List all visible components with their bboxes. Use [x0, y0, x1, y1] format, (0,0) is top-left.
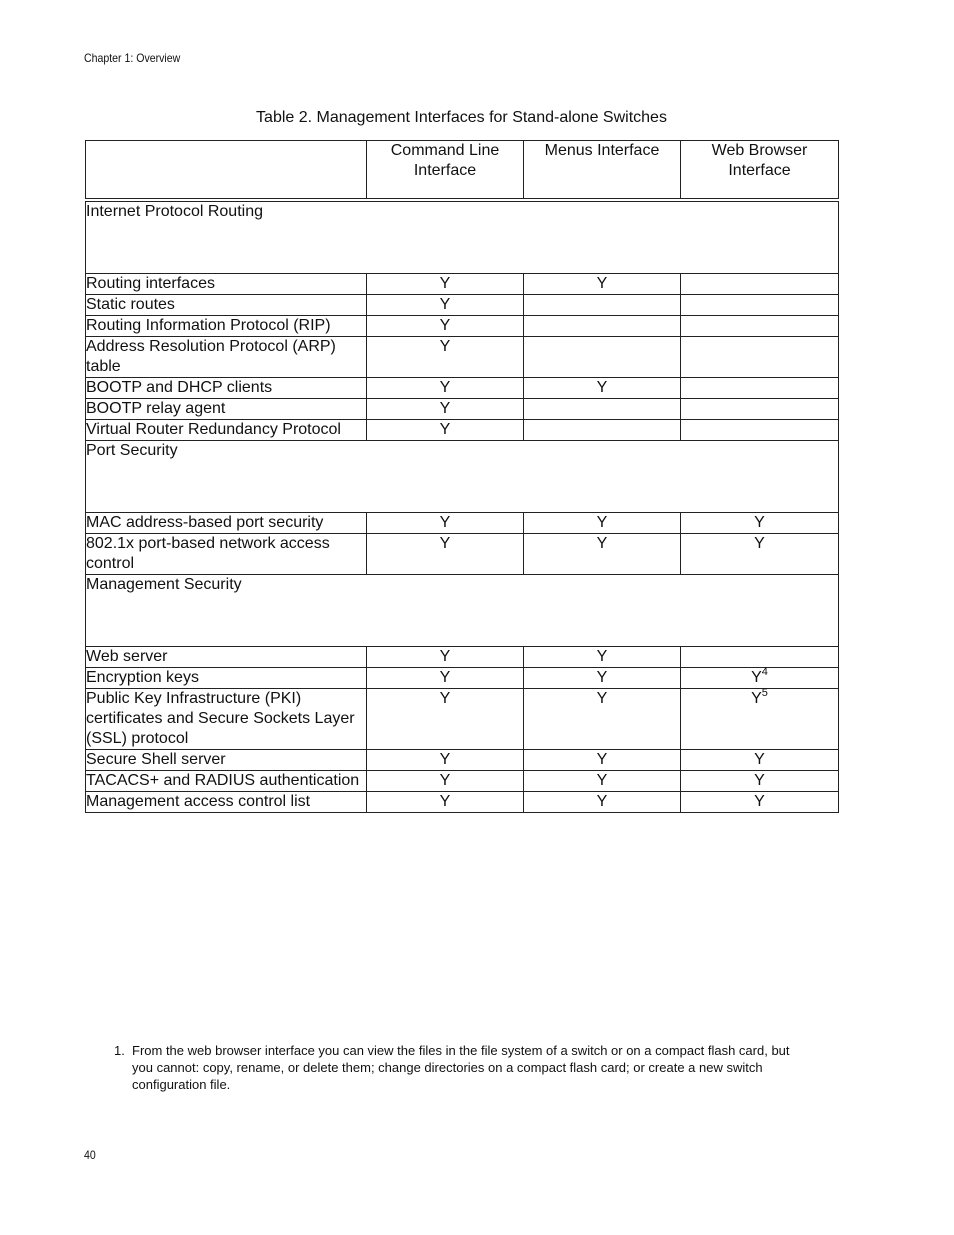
support-value: Y	[439, 535, 451, 552]
support-value: Y	[439, 648, 451, 665]
feature-cell: Web server	[86, 647, 367, 668]
web-cell	[681, 337, 839, 378]
support-value: Y	[596, 535, 608, 552]
support-value: Y	[439, 400, 451, 417]
web-cell	[681, 771, 839, 792]
support-value: Y	[596, 751, 608, 768]
section-heading: Port Security	[86, 441, 839, 513]
web-cell	[681, 513, 839, 534]
running-head: Chapter 1: Overview	[84, 51, 181, 65]
menus-cell	[524, 295, 681, 316]
web-cell	[681, 792, 839, 813]
feature-cell: 802.1x port-based network access control	[86, 534, 367, 575]
cli-cell	[367, 420, 524, 441]
table-row	[86, 647, 839, 668]
feature-cell: BOOTP and DHCP clients	[86, 378, 367, 399]
column-header-web: Web Browser Interface	[681, 141, 839, 201]
menus-cell	[524, 274, 681, 295]
support-value: Y	[596, 793, 608, 810]
cli-cell	[367, 399, 524, 420]
support-value: Y	[439, 751, 451, 768]
table-row	[86, 420, 839, 441]
cli-cell	[367, 534, 524, 575]
feature-cell: Secure Shell server	[86, 750, 367, 771]
cli-cell	[367, 647, 524, 668]
support-value: Y	[439, 317, 451, 334]
column-header-cli: Command Line Interface	[367, 141, 524, 201]
web-cell	[681, 420, 839, 441]
cli-cell	[367, 689, 524, 750]
menus-cell	[524, 316, 681, 337]
menus-cell	[524, 647, 681, 668]
feature-cell: Public Key Infrastructure (PKI) certificates and Secure Sockets Layer (SSL) protocol	[86, 689, 367, 750]
section-heading: Management Security	[86, 575, 839, 647]
page-number: 40	[84, 1148, 96, 1162]
cli-cell	[367, 274, 524, 295]
table-row	[86, 316, 839, 337]
table-row	[86, 513, 839, 534]
table-caption: Table 2. Management Interfaces for Stand-alone Switches	[256, 109, 667, 126]
section-heading: Internet Protocol Routing	[86, 200, 839, 274]
support-value: Y	[439, 772, 451, 789]
support-value: Y	[754, 514, 765, 531]
footnote-text: From the web browser interface you can view the files in the file system of a switch or on a compact flash card, but you cannot: copy, rename, or delete them; change directories on a compact flash card; or create a new switch configuration file.	[132, 1043, 790, 1092]
table-row	[86, 689, 839, 750]
support-value: Y	[751, 690, 762, 707]
feature-cell: BOOTP relay agent	[86, 399, 367, 420]
feature-cell: Virtual Router Redundancy Protocol	[86, 420, 367, 441]
support-value: Y	[439, 669, 451, 686]
support-value: Y	[596, 275, 608, 292]
cli-cell	[367, 668, 524, 689]
table-row	[86, 792, 839, 813]
cli-cell	[367, 316, 524, 337]
cli-cell	[367, 792, 524, 813]
table-row	[86, 337, 839, 378]
support-value: Y	[439, 296, 451, 313]
feature-cell: Routing interfaces	[86, 274, 367, 295]
menus-cell	[524, 513, 681, 534]
table-body	[86, 200, 839, 813]
menus-cell	[524, 420, 681, 441]
menus-cell	[524, 378, 681, 399]
support-value: Y	[439, 793, 451, 810]
support-value: Y	[751, 669, 762, 686]
support-value: Y	[596, 648, 608, 665]
cli-cell	[367, 337, 524, 378]
table-row	[86, 534, 839, 575]
table-row	[86, 274, 839, 295]
support-value: Y	[596, 772, 608, 789]
support-value: Y	[754, 751, 765, 768]
footnote-reference: 5	[761, 687, 768, 699]
support-value: Y	[439, 275, 451, 292]
menus-cell	[524, 750, 681, 771]
menus-cell	[524, 689, 681, 750]
support-value: Y	[754, 793, 765, 810]
support-value: Y	[439, 421, 451, 438]
cli-cell	[367, 513, 524, 534]
feature-cell: Address Resolution Protocol (ARP) table	[86, 337, 367, 378]
footnote	[114, 1042, 814, 1093]
web-cell	[681, 689, 839, 750]
menus-cell	[524, 399, 681, 420]
support-value: Y	[439, 514, 451, 531]
footnote-reference: 4	[761, 666, 768, 678]
web-cell	[681, 295, 839, 316]
support-value: Y	[439, 690, 451, 707]
feature-cell: Routing Information Protocol (RIP)	[86, 316, 367, 337]
support-value: Y	[754, 535, 765, 552]
web-cell	[681, 316, 839, 337]
web-cell	[681, 750, 839, 771]
feature-cell: MAC address-based port security	[86, 513, 367, 534]
management-interfaces-table	[85, 140, 839, 813]
web-cell	[681, 274, 839, 295]
feature-cell: Encryption keys	[86, 668, 367, 689]
support-value: Y	[439, 379, 451, 396]
column-header-menus: Menus Interface	[524, 141, 681, 201]
menus-cell	[524, 771, 681, 792]
web-cell	[681, 378, 839, 399]
support-value: Y	[596, 690, 608, 707]
feature-cell: Static routes	[86, 295, 367, 316]
table-row	[86, 399, 839, 420]
support-value: Y	[754, 772, 765, 789]
cli-cell	[367, 378, 524, 399]
web-cell	[681, 534, 839, 575]
menus-cell	[524, 337, 681, 378]
web-cell	[681, 668, 839, 689]
support-value: Y	[596, 514, 608, 531]
table-row	[86, 295, 839, 316]
section-row	[86, 575, 839, 647]
table-header-row	[86, 141, 839, 201]
table-row	[86, 378, 839, 399]
table-row	[86, 771, 839, 792]
section-row	[86, 441, 839, 513]
feature-cell: TACACS+ and RADIUS authentication	[86, 771, 367, 792]
support-value: Y	[596, 379, 608, 396]
cli-cell	[367, 771, 524, 792]
web-cell	[681, 647, 839, 668]
menus-cell	[524, 534, 681, 575]
cli-cell	[367, 750, 524, 771]
table-row	[86, 750, 839, 771]
web-cell	[681, 399, 839, 420]
cli-cell	[367, 295, 524, 316]
footnote-number: 1.	[114, 1043, 125, 1058]
menus-cell	[524, 792, 681, 813]
table-row	[86, 668, 839, 689]
feature-cell: Management access control list	[86, 792, 367, 813]
section-row	[86, 200, 839, 274]
menus-cell	[524, 668, 681, 689]
support-value: Y	[439, 338, 451, 355]
column-header-feature	[86, 141, 367, 201]
support-value: Y	[596, 669, 608, 686]
